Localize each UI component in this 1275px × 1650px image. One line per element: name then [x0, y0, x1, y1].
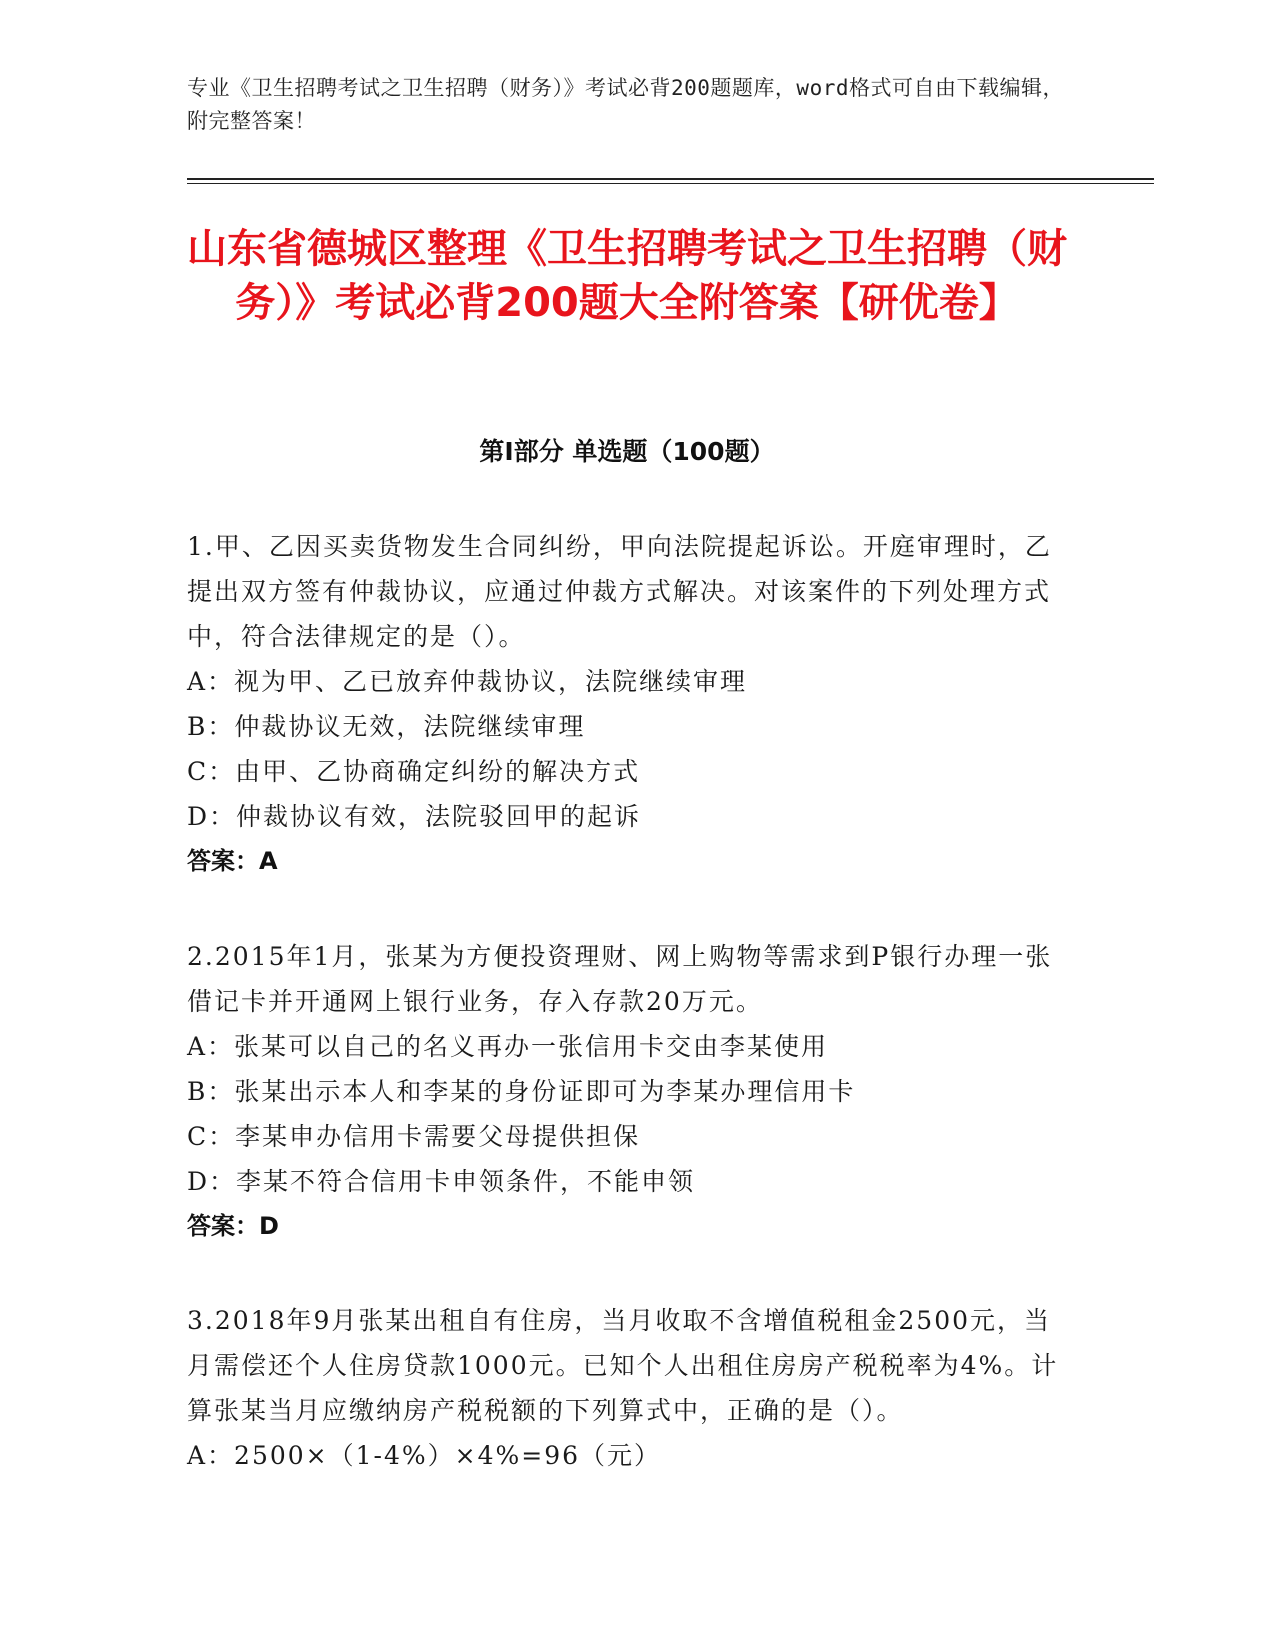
option-b: B：仲裁协议无效，法院继续审理: [187, 712, 586, 741]
option-a: A：视为甲、乙已放弃仲裁协议，法院继续审理: [187, 667, 748, 696]
question-1: [187, 524, 1077, 884]
question-stem: 1.甲、乙因买卖货物发生合同纠纷，甲向法院提起诉讼。开庭审理时，乙提出双方签有仲裁协议，应通过仲裁方式解决。对该案件的下列处理方式中，符合法律规定的是（）。: [187, 532, 1052, 651]
option-d: D：仲裁协议有效，法院驳回甲的起诉: [187, 802, 642, 831]
header-note: 专业《卫生招聘考试之卫生招聘（财务）》考试必背200题题库，word格式可自由下载编辑，附完整答案！: [187, 76, 1064, 133]
header-divider-thick: [187, 178, 1154, 180]
section-title: 第Ⅰ部分 单选题（100题）: [479, 437, 775, 466]
answer: 答案：A: [187, 847, 278, 875]
option-c: C：由甲、乙协商确定纠纷的解决方式: [187, 757, 641, 786]
option-c: C：李某申办信用卡需要父母提供担保: [187, 1122, 641, 1151]
option-a: A：张某可以自己的名义再办一张信用卡交由李某使用: [187, 1032, 829, 1061]
option-a: A：2500×（1-4%）×4%=96（元）: [187, 1441, 662, 1470]
option-b: B：张某出示本人和李某的身份证即可为李某办理信用卡: [187, 1077, 856, 1106]
question-stem: 3.2018年9月张某出租自有住房，当月收取不含增值税租金2500元，当月需偿还个人住房贷款1000元。已知个人出租住房房产税税率为4%。计算张某当月应缴纳房产税税额的下列算式中，正确的是（）。: [187, 1306, 1059, 1425]
question-2: [187, 934, 1077, 1249]
question-stem: 2.2015年1月，张某为方便投资理财、网上购物等需求到P银行办理一张借记卡并开通网上银行业务，存入存款20万元。: [187, 942, 1053, 1016]
option-d: D：李某不符合信用卡申领条件，不能申领: [187, 1167, 696, 1196]
answer: 答案：D: [187, 1212, 279, 1240]
header-divider-thin: [187, 183, 1154, 184]
document-title: 山东省德城区整理《卫生招聘考试之卫生招聘（财务）》考试必背200题大全附答案【研优卷】: [187, 226, 1067, 326]
question-3: [187, 1298, 1077, 1478]
